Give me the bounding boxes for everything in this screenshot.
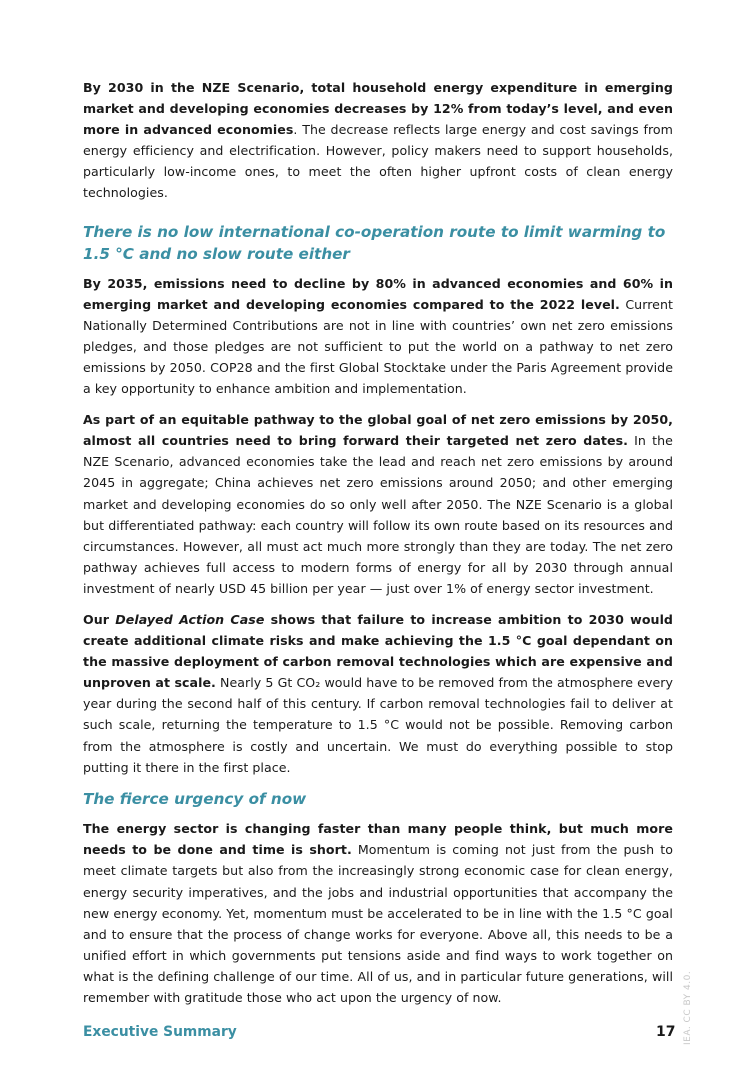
section-heading-urgency: The fierce urgency of now [83,789,307,808]
paragraph-delayed-action [83,609,673,778]
paragraph-body: Nearly 5 Gt CO₂ would have to be removed from the atmosphere every year during the second half of this century. If carbon removal technologies fail to deliver at such scale, returning the temperature to 1.5 °C would not be possible. Removing carbon from the atmosphere is costly and uncertain. We must do everything possible to stop putting it there in the first place. [83,675,673,775]
paragraph-equitable-pathway [83,409,673,599]
paragraph-body: Current Nationally Determined Contributions are not in line with countries’ own net zero emissions pledges, and those pledges are not sufficient to put the world on a pathway to net zero emissions by 2050. COP28 and the first Global Stocktake under the Paris Agreement provide a key opportunity to enhance ambition and implementation. [83,296,673,397]
paragraph-body: Momentum is coming not just from the push to meet climate targets but also from the increasingly strong economic case for clean energy, energy security imperatives, and the jobs and industrial opportunities that accompany the new energy economy. Yet, momentum must be accelerated to be in line with the 1.5 °C goal and to ensure that the process of change works for everyone. Above all, this needs to be a unified effort in which governments put tensions aside and find ways to work together on what is the defining challenge of our time. All of us, and in particular future generations, will remember with gratitude those who act upon the urgency of now. [83,842,673,1005]
page-content [83,77,673,1018]
paragraph-body: In the NZE Scenario, advanced economies take the lead and reach net zero emissions by around 2045 in aggregate; China achieves net zero emissions around 2050; and other emerging market and developing economies do so only well after 2050. The NZE Scenario is a global but differentiated pathway: each country will follow its own route based on its resources and circumstances. However, all must act much more strongly than they are today. The net zero pathway achieves full access to modern forms of energy for all by 2030 through annual investment of nearly USD 45 billion per year — just over 1% of energy sector investment. [83,433,673,596]
paragraph-lead: By 2030 in the NZE Scenario, total household energy expenditure in emerging market and developing economies decreases by 12% from today’s level, and even more in advanced economies [83,80,673,138]
license-note: IEA. CC BY 4.0. [683,970,693,1045]
paragraph-body: . The decrease reflects large energy and cost savings from energy efficiency and electrification. However, policy makers need to support households, particularly low-income ones, to meet the often higher upfront costs of clean energy technologies. [83,122,673,201]
paragraph-lead-a: Our [83,611,116,627]
paragraph-lead: By 2035, emissions need to decline by 80% in advanced economies and 60% in emerging market and developing economies compared to the 2022 level. [83,275,673,312]
paragraph-lead-b: shows that failure to increase ambition to 2030 would create additional climate risks and make achieving the 1.5 °C goal dependant on the massive deployment of carbon removal technologies which are expensive and unproven at scale. [83,611,673,691]
page-number: 17 [656,1024,676,1040]
paragraph-energy-sector [83,818,673,1008]
paragraph-household-expenditure [83,77,673,204]
paragraph-lead: The energy sector is changing faster than many people think, but much more needs to be done and time is short. [83,821,673,858]
paragraph-emissions-decline [83,273,673,400]
paragraph-lead: As part of an equitable pathway to the global goal of net zero emissions by 2050, almost all countries need to bring forward their targeted net zero dates. [83,412,673,449]
footer-section-title: Executive Summary [83,1024,237,1040]
paragraph-lead-italic: Delayed Action Case [115,611,265,627]
section-heading-cooperation: There is no low international co-operation route to limit warming to 1.5 °C and no slow route either [83,222,666,264]
